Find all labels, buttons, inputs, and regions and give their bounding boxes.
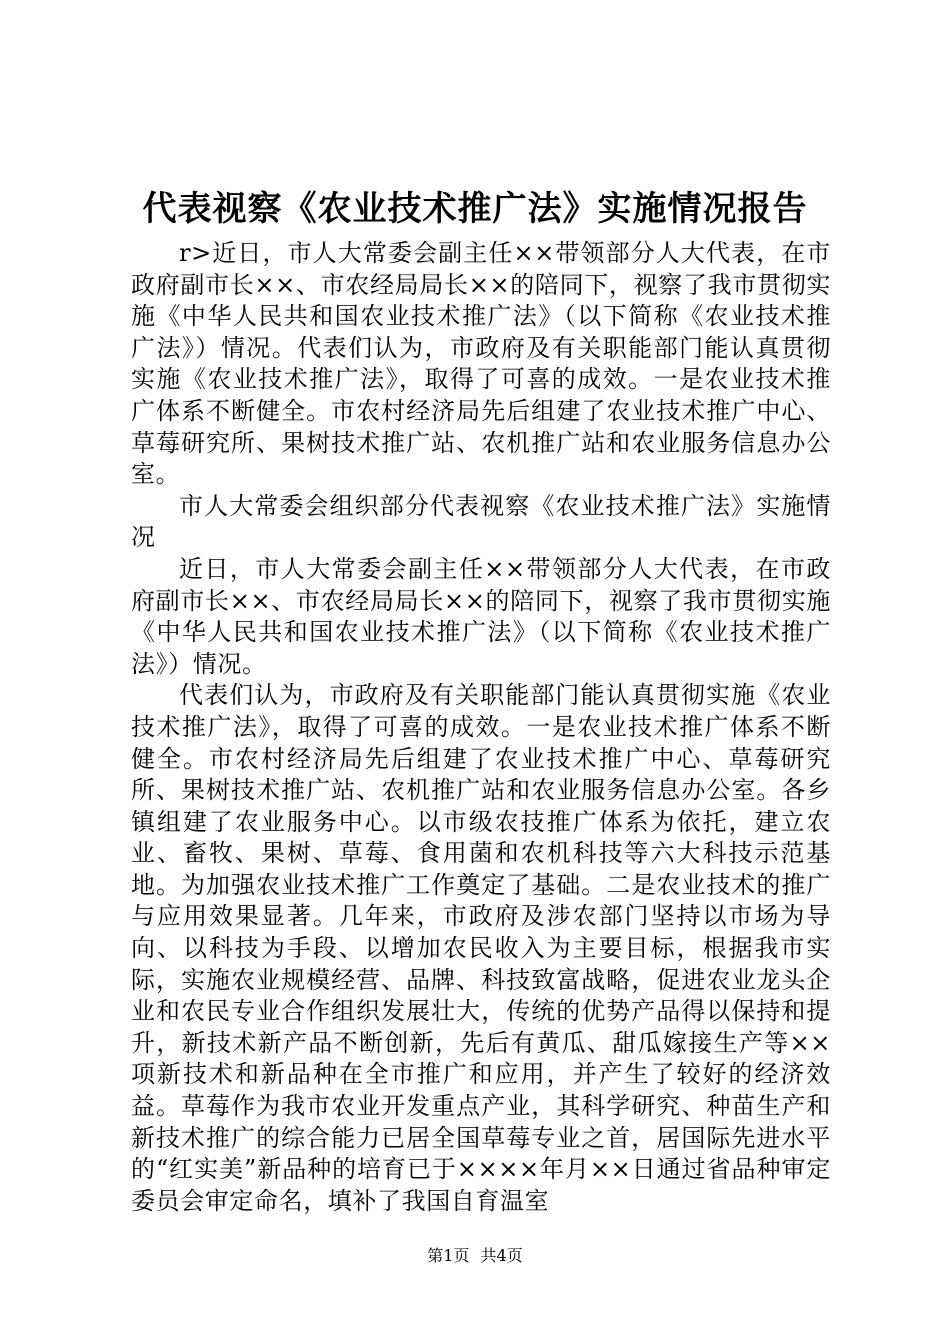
page-footer: [0, 1244, 950, 1268]
paragraph-2: 市人大常委会组织部分代表视察《农业技术推广法》实施情况: [131, 491, 831, 552]
paragraph-1: r>近日，市人大常委会副主任××带领部分人大代表，在市政府副市长××、市农经局局长××的陪同下，视察了我市贯彻实施《中华人民共和国农业技术推广法》（以下简称《农业技术推广法》）情况。代表们认为，市政府及有关职能部门能认真贯彻实施《农业技术推广法》，取得了可喜的成效。一是农业技术推广体系不断健全。市农村经济局先后组建了农业技术推广中心、草莓研究所、果树技术推广站、农机推广站和农业服务信息办公室。: [131, 239, 831, 489]
document-title: 代表视察《农业技术推广法》实施情况报告: [142, 189, 808, 229]
paragraph-4: 代表们认为，市政府及有关职能部门能认真贯彻实施《农业技术推广法》，取得了可喜的成效。一是农业技术推广体系不断健全。市农村经济局先后组建了农业技术推广中心、草莓研究所、果树技术推广站、农机推广站和农业服务信息办公室。各乡镇组建了农业服务中心。以市级农技推广体系为依托，建立农业、畜牧、果树、草莓、食用菌和农机科技等六大科技示范基地。为加强农业技术推广工作奠定了基础。二是农业技术的推广与应用效果显著。几年来，市政府及涉农部门坚持以市场为导向、以科技为手段、以增加农民收入为主要目标，根据我市实际，实施农业规模经营、品牌、科技致富战略，促进农业龙头企业和农民专业合作组织发展壮大，传统的优势产品得以保持和提升，新技术新产品不断创新，先后有黄瓜、甜瓜嫁接生产等××项新技术和新品种在全市推广和应用，并产生了较好的经济效益。草莓作为我市农业开发重点产业，其科学研究、种苗生产和新技术推广的综合能力已居全国草莓专业之首，居国际先进水平的“红实美”新品种的培育已于××××年月××日通过省品种审定委员会审定命名，填补了我国自育温室: [131, 681, 831, 1215]
page-total: 共4页: [480, 1246, 523, 1265]
paragraph-3: 近日，市人大常委会副主任××带领部分人大代表，在市政府副市长××、市农经局局长××的陪同下，视察了我市贯彻实施《中华人民共和国农业技术推广法》（以下简称《农业技术推广法》）情况。: [131, 554, 831, 678]
page-number: 第1页: [427, 1246, 470, 1265]
document-body: [131, 238, 831, 1217]
